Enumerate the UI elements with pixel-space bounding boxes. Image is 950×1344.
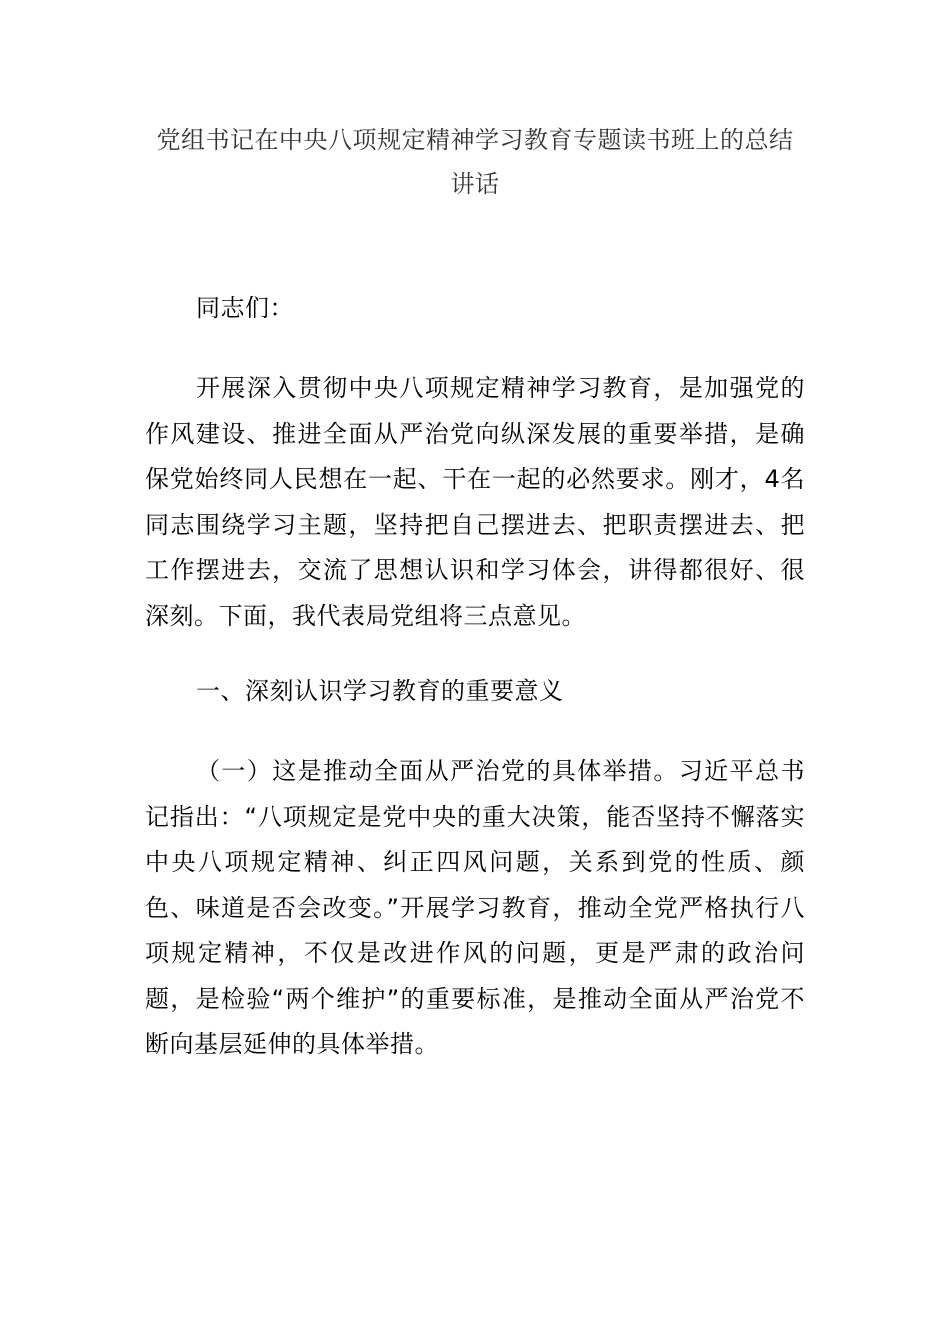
paragraph-section-1-1: （一）这是推动全面从严治党的具体举措。习近平总书记指出：“八项规定是党中央的重大决策，能否坚持不懈落实中央八项规定精神、纠正四风问题，关系到党的性质、颜色、味道是否会改变。”开展学习教育，推动全党严格执行八项规定精神，不仅是改进作风的问题，更是严肃的政治问题，是检验“两个维护”的重要标准，是推动全面从严治党不断向基层延伸的具体举措。: [145, 757, 805, 1058]
salutation: 同志们：: [196, 294, 294, 322]
document-title: 党组书记在中央八项规定精神学习教育专题读书班上的总结讲话: [156, 126, 794, 198]
paragraph-opening: 开展深入贯彻中央八项规定精神学习教育，是加强党的作风建设、推进全面从严治党向纵深发展的重要举措，是确保党始终同人民想在一起、干在一起的必然要求。刚才，4名同志围绕学习主题，坚持把自己摆进去、把职责摆进去、把工作摆进去，交流了思想认识和学习体会，讲得都很好、很深刻。下面，我代表局党组将三点意见。: [145, 374, 805, 630]
section-heading-1: 一、深刻认识学习教育的重要意义: [196, 677, 564, 705]
